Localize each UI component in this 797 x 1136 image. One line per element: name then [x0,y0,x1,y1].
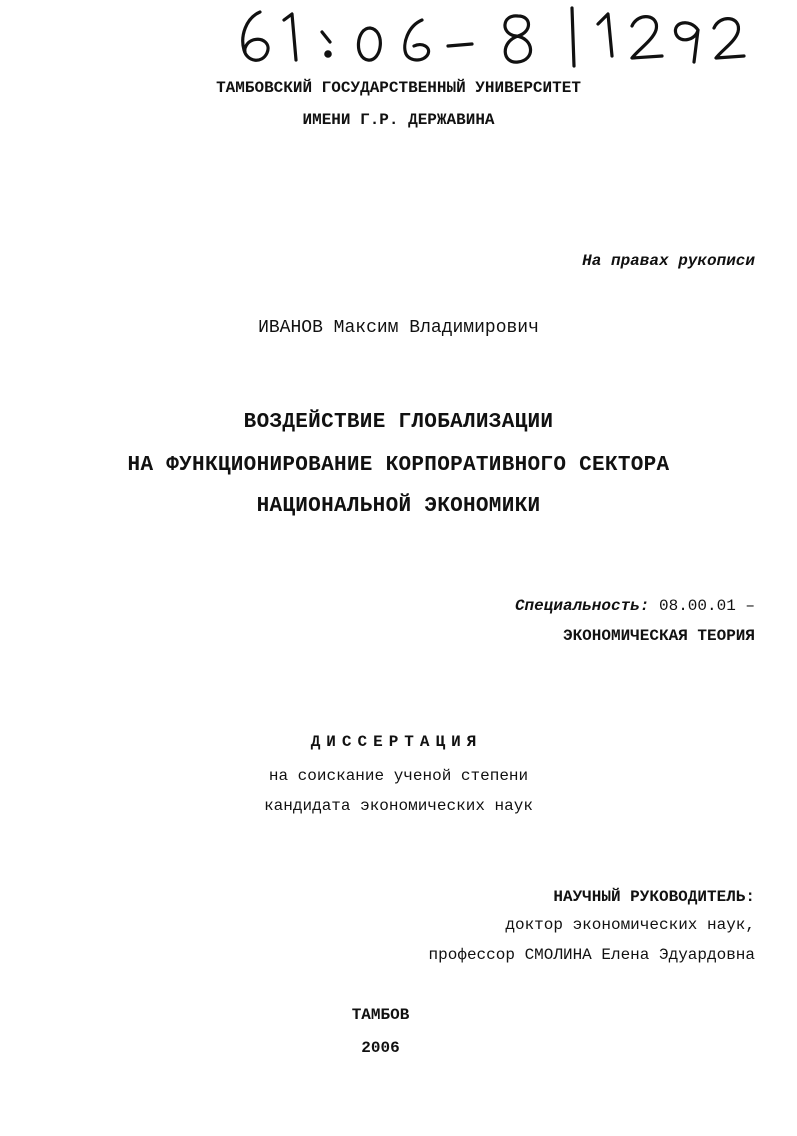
dissertation-title-line2: НА ФУНКЦИОНИРОВАНИЕ КОРПОРАТИВНОГО СЕКТОРА [127,454,670,477]
dissertation-heading: ДИССЕРТАЦИЯ [310,733,483,751]
degree-line1: на соискание ученой степени [268,767,529,785]
supervisor-name: профессор СМОЛИНА Елена Эдуардовна [428,946,755,964]
author-name: ИВАНОВ Максим Владимирович [258,318,539,338]
supervisor-degree: доктор экономических наук, [505,916,755,934]
dissertation-title-line1: ВОЗДЕЙСТВИЕ ГЛОБАЛИЗАЦИИ [243,411,554,434]
specialty-label: Специальность: [514,597,650,615]
supervisor-heading: НАУЧНЫЙ РУКОВОДИТЕЛЬ: [553,888,755,906]
degree-line2: кандидата экономических наук [264,797,533,815]
handwritten-archive-number [236,4,746,68]
year: 2006 [361,1039,400,1057]
city: ТАМБОВ [351,1006,410,1024]
dissertation-title-line3: НАЦИОНАЛЬНОЙ ЭКОНОМИКИ [256,495,541,518]
specialty-line [515,596,755,616]
specialty-name: ЭКОНОМИЧЕСКАЯ ТЕОРИЯ [562,627,755,645]
specialty-code: 08.00.01 – [658,597,755,615]
manuscript-note: На правах рукописи [582,252,755,270]
university-name-line1: ТАМБОВСКИЙ ГОСУДАРСТВЕННЫЙ УНИВЕРСИТЕТ [216,79,581,97]
university-name-line2: ИМЕНИ Г.Р. ДЕРЖАВИНА [302,111,495,129]
